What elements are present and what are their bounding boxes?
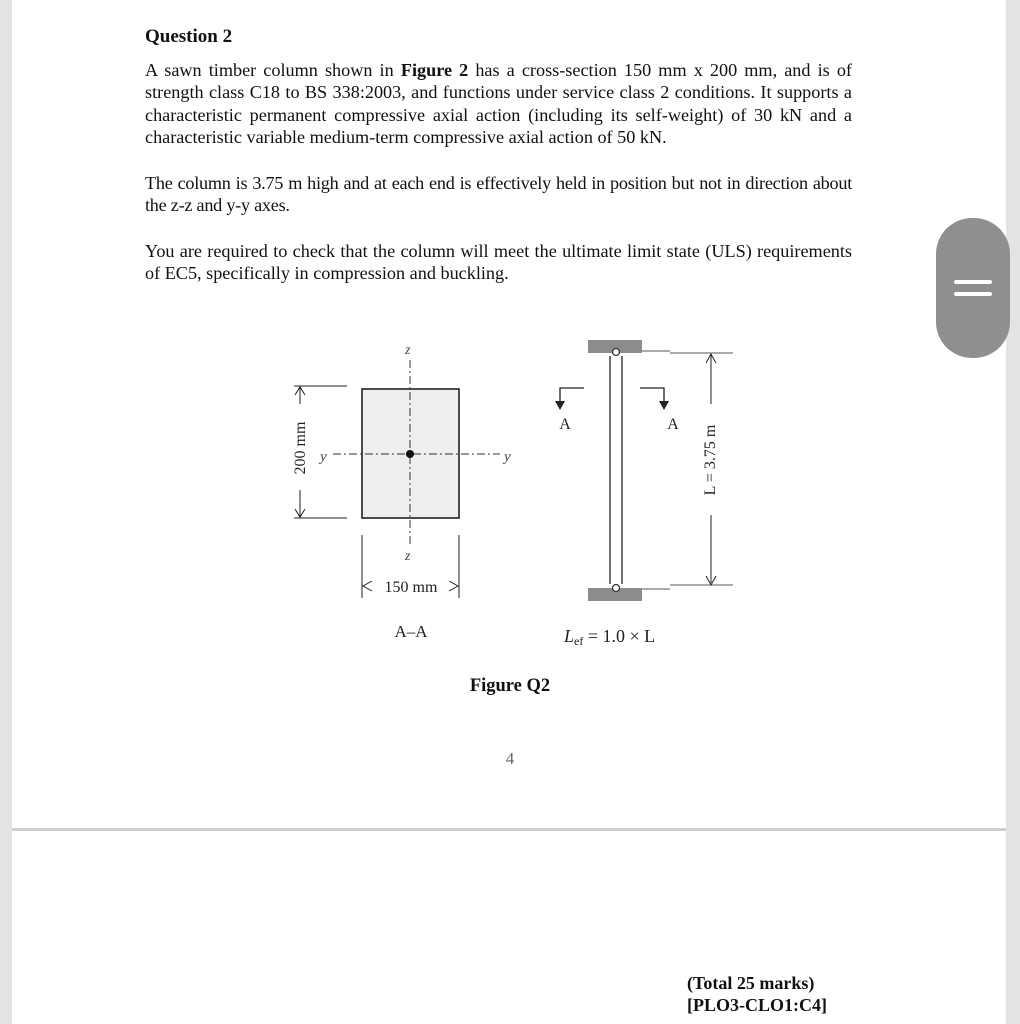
height-dim-label: 200 mm bbox=[292, 421, 309, 475]
scroll-handle[interactable] bbox=[936, 218, 1010, 358]
effective-length-label: Lef = 1.0 × L bbox=[564, 626, 656, 648]
grip-line-icon bbox=[954, 292, 992, 296]
z-axis-label-top: z bbox=[405, 343, 411, 358]
length-label: L = 3.75 m bbox=[702, 424, 719, 496]
question-paragraph-3: You are required to check that the column will meet the ultimate limit state (ULS) requirements of EC5, specifically in compression and buckling. bbox=[145, 241, 852, 284]
grip-line-icon bbox=[954, 280, 992, 284]
plo-code: [PLO3-CLO1:C4] bbox=[687, 995, 827, 1015]
marks-block bbox=[687, 972, 827, 1016]
question-title: Question 2 bbox=[145, 26, 233, 47]
section-mark-right: A bbox=[667, 416, 679, 433]
question-paragraph-2: The column is 3.75 m high and at each end is effectively held in position but not in direction about the z-z and y-y axes. bbox=[145, 173, 852, 216]
figure-caption: Figure Q2 bbox=[469, 676, 551, 696]
page-number: 4 bbox=[505, 749, 515, 768]
total-marks: (Total 25 marks) bbox=[687, 973, 815, 993]
question-paragraph-1: A sawn timber column shown in Figure 2 has a cross-section 150 mm x 200 mm, and is of strength class C18 to BS 338:2003, and functions under service class 2 conditions. It supports a characteristic permanent compressive axial action (including its self-weight) of 30 kN and a characteristic variable medium-term compressive axial action of 50 kN. bbox=[145, 60, 852, 148]
y-axis-label-left: y bbox=[320, 449, 327, 465]
z-axis-label-bottom: z bbox=[405, 549, 411, 564]
section-mark-left: A bbox=[559, 416, 571, 433]
width-dim-label: 150 mm bbox=[384, 579, 438, 596]
y-axis-label-right: y bbox=[504, 449, 511, 465]
section-label: A–A bbox=[394, 622, 428, 641]
next-document-page bbox=[12, 831, 1006, 1024]
